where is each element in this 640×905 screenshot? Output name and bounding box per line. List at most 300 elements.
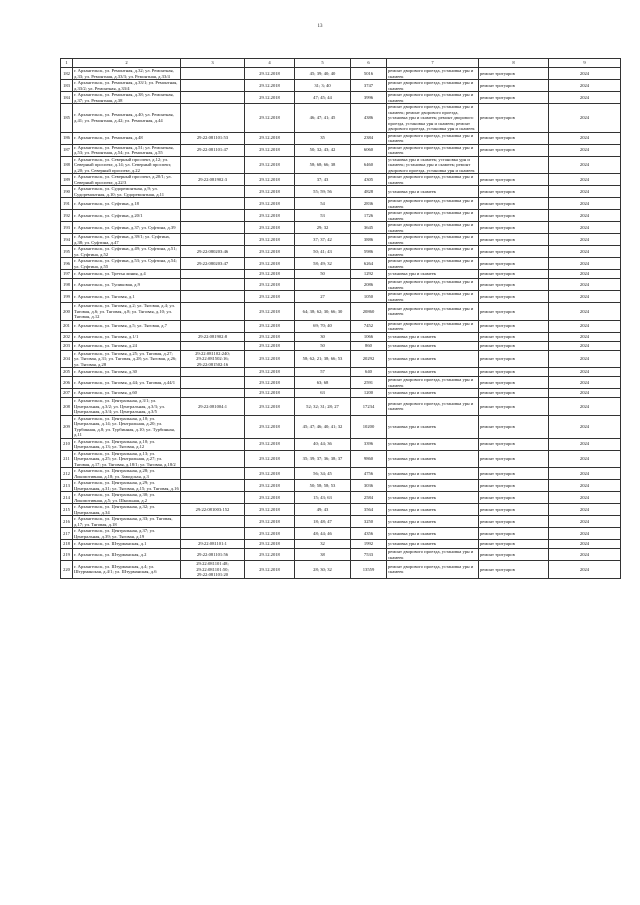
- date-cell: 29.12.2018: [245, 549, 295, 561]
- works-cell: установка урн и скамеек: [387, 480, 479, 492]
- works-cell: установка урн и скамеек; установка урн и скамеек; установка урн и скамеек; ремонт дворового проезда, установка урн и скамеек: [387, 156, 479, 174]
- wear-cell: 63: [295, 389, 351, 398]
- area-cell: 5986: [351, 246, 387, 258]
- cadastral-cell: [181, 198, 245, 210]
- year-cell: 2024: [549, 468, 621, 480]
- address-cell: г. Архангельск, ул. Штурманская, д.4; ул. Штурманская, д.4/1; ул. Штурманская, д.6: [73, 561, 181, 579]
- row-number: 213: [61, 480, 73, 492]
- address-cell: г. Архангельск, ул. Тяговая, д.24: [73, 341, 181, 350]
- row-number: 184: [61, 92, 73, 104]
- wear-cell: 58; 68; 66; 38: [295, 156, 351, 174]
- year-cell: 2024: [549, 492, 621, 504]
- row-number: 183: [61, 80, 73, 92]
- year-cell: 2024: [549, 389, 621, 398]
- wear-cell: 56; 34; 45: [295, 468, 351, 480]
- year-cell: 2024: [549, 68, 621, 80]
- address-cell: г. Архангельск, ул. Тяговая, д.5; ул. Тяговая, д.7: [73, 320, 181, 332]
- table-row: [61, 492, 621, 504]
- year-cell: 2024: [549, 549, 621, 561]
- address-cell: г. Архангельск, ул. Тяговая, д.1: [73, 291, 181, 303]
- date-cell: 29.12.2018: [245, 186, 295, 198]
- year-cell: 2024: [549, 516, 621, 528]
- works-cell: ремонт дворового проезда, установка урн и скамеек: [387, 279, 479, 291]
- wear-cell: 50: [295, 270, 351, 279]
- row-number: 185: [61, 104, 73, 133]
- cadastral-cell: [181, 222, 245, 234]
- row-number: 217: [61, 528, 73, 540]
- works-cell: ремонт дворового проезда, установка урн и скамеек: [387, 92, 479, 104]
- works-cell: установка урн и скамеек: [387, 516, 479, 528]
- wear-cell: 45; 39; 40; 40: [295, 68, 351, 80]
- cadastral-cell: [181, 156, 245, 174]
- year-cell: 2024: [549, 198, 621, 210]
- area-cell: 1200: [351, 389, 387, 398]
- date-cell: 29.12.2018: [245, 174, 295, 186]
- works-cell: ремонт дворового проезда, установка урн и скамеек: [387, 246, 479, 258]
- wear-cell: 27: [295, 291, 351, 303]
- year-cell: 2024: [549, 104, 621, 133]
- year-cell: 2024: [549, 528, 621, 540]
- wear-cell: 46; 47; 41; 45: [295, 104, 351, 133]
- year-cell: 2024: [549, 234, 621, 246]
- year-cell: 2024: [549, 332, 621, 341]
- works-cell: ремонт дворового проезда, установка урн и скамеек: [387, 174, 479, 186]
- kind-cell: ремонт тротуаров: [479, 80, 549, 92]
- wear-cell: 63; 68: [295, 377, 351, 389]
- date-cell: 29.12.2018: [245, 450, 295, 468]
- cadastral-cell: [181, 450, 245, 468]
- table-row: [61, 291, 621, 303]
- table-row: [61, 540, 621, 549]
- wear-cell: 58; 49; 32: [295, 258, 351, 270]
- year-cell: 2024: [549, 350, 621, 368]
- area-cell: 3250: [351, 516, 387, 528]
- works-cell: установка урн и скамеек: [387, 389, 479, 398]
- kind-cell: ремонт тротуаров: [479, 549, 549, 561]
- table-row: [61, 258, 621, 270]
- wear-cell: 31; 3; 40: [295, 80, 351, 92]
- address-cell: г. Архангельск, ул. Суфтина, д.20/1: [73, 210, 181, 222]
- table-row: [61, 156, 621, 174]
- area-cell: 1050: [351, 291, 387, 303]
- table-row: [61, 144, 621, 156]
- year-cell: 2024: [549, 480, 621, 492]
- works-cell: установка урн и скамеек: [387, 341, 479, 350]
- column-header: 8: [479, 59, 549, 68]
- area-cell: 4356: [351, 528, 387, 540]
- address-cell: г. Архангельск, ул. Ремонтная, д.51; ул. Ремонтная, д.53; ул. Ремонтная, д.54; ул. Ремонтная, д.55: [73, 144, 181, 156]
- table-row: [61, 341, 621, 350]
- works-cell: установка урн и скамеек: [387, 468, 479, 480]
- works-cell: ремонт дворового проезда, установка урн и скамеек: [387, 132, 479, 144]
- table-row: [61, 368, 621, 377]
- table-row: [61, 450, 621, 468]
- wear-cell: 48; 44; 46: [295, 528, 351, 540]
- wear-cell: 35: [295, 132, 351, 144]
- wear-cell: 50; 58; 58; 53: [295, 480, 351, 492]
- area-cell: 3564: [351, 504, 387, 516]
- row-number: 216: [61, 516, 73, 528]
- date-cell: 29.12.2018: [245, 528, 295, 540]
- table-row: [61, 438, 621, 450]
- row-number: 208: [61, 398, 73, 416]
- address-cell: г. Архангельск, ул. Тяговая, д.2; ул. Тяговая, д.4; ул. Тяговая, д.6; ул. Тяговая, д.8; ул. Тяговая, д.10; ул. Тяговая, д.12: [73, 303, 181, 321]
- year-cell: 2024: [549, 320, 621, 332]
- area-cell: 860: [351, 341, 387, 350]
- kind-cell: ремонт тротуаров: [479, 222, 549, 234]
- works-cell: ремонт дворового проезда, установка урн и скамеек: [387, 398, 479, 416]
- date-cell: 29.12.2018: [245, 415, 295, 438]
- works-cell: установка урн и скамеек: [387, 368, 479, 377]
- column-header: 3: [181, 59, 245, 68]
- row-number: 182: [61, 68, 73, 80]
- works-cell: ремонт дворового проезда, установка урн и скамеек: [387, 68, 479, 80]
- row-number: 205: [61, 368, 73, 377]
- row-number: 194: [61, 234, 73, 246]
- row-number: 191: [61, 198, 73, 210]
- table-row: [61, 332, 621, 341]
- area-cell: 2591: [351, 377, 387, 389]
- table-row: [61, 320, 621, 332]
- kind-cell: ремонт тротуаров: [479, 368, 549, 377]
- kind-cell: ремонт тротуаров: [479, 561, 549, 579]
- table-row: [61, 561, 621, 579]
- area-cell: 4756: [351, 468, 387, 480]
- kind-cell: ремонт тротуаров: [479, 186, 549, 198]
- year-cell: 2024: [549, 415, 621, 438]
- cadastral-cell: [181, 492, 245, 504]
- cadastral-cell: [181, 68, 245, 80]
- table-row: [61, 104, 621, 133]
- wear-cell: 64; 38; 62; 30; 66; 30: [295, 303, 351, 321]
- year-cell: 2024: [549, 156, 621, 174]
- wear-cell: 29; 32: [295, 222, 351, 234]
- date-cell: 29.12.2018: [245, 156, 295, 174]
- works-cell: установка урн и скамеек: [387, 438, 479, 450]
- year-cell: 2024: [549, 144, 621, 156]
- year-cell: 2024: [549, 561, 621, 579]
- year-cell: 2024: [549, 540, 621, 549]
- area-cell: 3645: [351, 222, 387, 234]
- year-cell: 2024: [549, 398, 621, 416]
- works-cell: ремонт дворового проезда, установка урн и скамеек: [387, 198, 479, 210]
- cadastral-cell: [181, 468, 245, 480]
- area-cell: 3396: [351, 438, 387, 450]
- year-cell: 2024: [549, 504, 621, 516]
- row-number: 209: [61, 415, 73, 438]
- area-cell: 3036: [351, 480, 387, 492]
- cadastral-cell: 29:22:081101:56: [181, 549, 245, 561]
- row-number: 198: [61, 279, 73, 291]
- works-cell: ремонт дворового проезда, установка урн и скамеек: [387, 303, 479, 321]
- wear-cell: 50; 41; 43: [295, 246, 351, 258]
- column-header: 6: [351, 59, 387, 68]
- area-cell: 4305: [351, 174, 387, 186]
- cadastral-cell: [181, 341, 245, 350]
- address-cell: г. Архангельск, ул. Центральная, д.10; ул. Центральная, д.13; ул. Тяговая, д.12: [73, 438, 181, 450]
- table-row: [61, 246, 621, 258]
- works-cell: ремонт дворового проезда, установка урн и скамеек: [387, 210, 479, 222]
- address-cell: г. Архангельск, ул. Тяговая, д.1/1: [73, 332, 181, 341]
- table-row: [61, 210, 621, 222]
- address-cell: г. Архангельск, ул. Центральная, д.32; ул. Центральная, д.34: [73, 504, 181, 516]
- cadastral-cell: [181, 234, 245, 246]
- kind-cell: ремонт тротуаров: [479, 468, 549, 480]
- cadastral-cell: 29:22:081902:8: [181, 332, 245, 341]
- row-number: 218: [61, 540, 73, 549]
- column-header: 5: [295, 59, 351, 68]
- area-cell: 6460: [351, 156, 387, 174]
- wear-cell: [295, 279, 351, 291]
- year-cell: 2024: [549, 368, 621, 377]
- date-cell: 29.12.2018: [245, 320, 295, 332]
- works-cell: ремонт дворового проезда, установка урн и скамеек: [387, 258, 479, 270]
- year-cell: 2024: [549, 246, 621, 258]
- kind-cell: ремонт тротуаров: [479, 377, 549, 389]
- table-row: [61, 389, 621, 398]
- works-cell: ремонт дворового проезда, установка урн и скамеек: [387, 291, 479, 303]
- date-cell: 29.12.2018: [245, 480, 295, 492]
- row-number: 190: [61, 186, 73, 198]
- address-cell: г. Архангельск, ул. Центральная, д.37; ул. Центральная, д.39; ул. Тяговая, д.19: [73, 528, 181, 540]
- kind-cell: ремонт тротуаров: [479, 303, 549, 321]
- works-cell: ремонт дворового проезда, установка урн и скамеек: [387, 320, 479, 332]
- row-number: 199: [61, 291, 73, 303]
- address-cell: г. Архангельск, ул. Центральная, д.10; ул. Центральная, д.14; ул. Центральная, д.20; ул. Турбинная, д.8; ул. Турбинная, д.10; ул. Турбинная, д.11: [73, 415, 181, 438]
- cadastral-cell: [181, 516, 245, 528]
- column-header: 7: [387, 59, 479, 68]
- area-cell: 13559: [351, 561, 387, 579]
- cadastral-cell: 29:22:081902:3: [181, 174, 245, 186]
- area-cell: 7452: [351, 320, 387, 332]
- table-row: [61, 350, 621, 368]
- area-cell: 2836: [351, 198, 387, 210]
- row-number: 215: [61, 504, 73, 516]
- column-header: 9: [549, 59, 621, 68]
- address-cell: г. Архангельск, ул. Тяговая, д.44; ул. Тяговая, д.44/1: [73, 377, 181, 389]
- cadastral-cell: [181, 186, 245, 198]
- area-cell: 2384: [351, 132, 387, 144]
- date-cell: 29.12.2018: [245, 92, 295, 104]
- row-number: 204: [61, 350, 73, 368]
- cadastral-cell: [181, 270, 245, 279]
- table-row: [61, 480, 621, 492]
- kind-cell: ремонт тротуаров: [479, 279, 549, 291]
- date-cell: 29.12.2018: [245, 132, 295, 144]
- works-cell: установка урн и скамеек: [387, 270, 479, 279]
- cadastral-cell: [181, 528, 245, 540]
- area-cell: 4828: [351, 186, 387, 198]
- kind-cell: ремонт тротуаров: [479, 415, 549, 438]
- area-cell: 1292: [351, 270, 387, 279]
- wear-cell: 50; 32; 43; 42: [295, 144, 351, 156]
- works-cell: ремонт дворового проезда, установка урн и скамеек: [387, 144, 479, 156]
- date-cell: 29.12.2018: [245, 504, 295, 516]
- works-cell: установка урн и скамеек: [387, 415, 479, 438]
- wear-cell: 30: [295, 332, 351, 341]
- address-cell: г. Архангельск, ул. Суфтина, д.37; ул. Суфтина, д.39: [73, 222, 181, 234]
- address-cell: г. Архангельск, ул. Северный проспект, д.20/1; ул. Северный проспект, д.22/3: [73, 174, 181, 186]
- cadastral-cell: [181, 279, 245, 291]
- area-cell: 17234: [351, 398, 387, 416]
- wear-cell: 55; 59; 56: [295, 186, 351, 198]
- table-row: [61, 222, 621, 234]
- table-row: [61, 92, 621, 104]
- wear-cell: 32: [295, 540, 351, 549]
- works-cell: установка урн и скамеек: [387, 332, 479, 341]
- cadastral-cell: 29:22:081102:240; 29:22:081502:16; 29:22:081502:16: [181, 350, 245, 368]
- year-cell: 2024: [549, 377, 621, 389]
- address-cell: г. Архангельск, ул. Центральная, д.28; ул. Локомотивная, д.18; ул. Заводская, д.3: [73, 468, 181, 480]
- area-cell: 7533: [351, 549, 387, 561]
- kind-cell: ремонт тротуаров: [479, 234, 549, 246]
- area-cell: 10200: [351, 415, 387, 438]
- cadastral-cell: [181, 303, 245, 321]
- table-row: [61, 398, 621, 416]
- date-cell: 29.12.2018: [245, 270, 295, 279]
- table-row: [61, 80, 621, 92]
- address-cell: г. Архангельск, ул. Штурманская, д.1: [73, 540, 181, 549]
- cadastral-cell: 29:22:080203:46: [181, 246, 245, 258]
- table-row: [61, 198, 621, 210]
- area-cell: 20292: [351, 350, 387, 368]
- page-number: 13: [317, 24, 323, 29]
- works-cell: установка урн и скамеек: [387, 186, 479, 198]
- kind-cell: ремонт тротуаров: [479, 528, 549, 540]
- cadastral-cell: 29:22:081101:48; 29:22:081101:50; 29:22:081101:20: [181, 561, 245, 579]
- wear-cell: 28; 30; 32: [295, 561, 351, 579]
- date-cell: 29.12.2018: [245, 350, 295, 368]
- year-cell: 2024: [549, 132, 621, 144]
- date-cell: 29.12.2018: [245, 198, 295, 210]
- wear-cell: 38: [295, 549, 351, 561]
- row-number: 186: [61, 132, 73, 144]
- kind-cell: ремонт тротуаров: [479, 332, 549, 341]
- address-cell: г. Архангельск, ул. Ремонтная, д.40; ул. Ремонтная, д.41; ул. Ремонтная, д.42; ул. Ремонтная, д.44: [73, 104, 181, 133]
- wear-cell: 40; 44; 36: [295, 438, 351, 450]
- row-number: 188: [61, 156, 73, 174]
- cadastral-cell: 29:22:081003:152: [181, 504, 245, 516]
- year-cell: 2024: [549, 279, 621, 291]
- kind-cell: ремонт тротуаров: [479, 270, 549, 279]
- works-cell: ремонт дворового проезда, установка урн и скамеек: [387, 80, 479, 92]
- address-cell: г. Архангельск, ул. Судоремонтная, д.9; ул. Судоремонтная, д.10; ул. Судоремонтная, д.11: [73, 186, 181, 198]
- date-cell: 29.12.2018: [245, 368, 295, 377]
- date-cell: 29.12.2018: [245, 540, 295, 549]
- table-row: [61, 174, 621, 186]
- kind-cell: ремонт тротуаров: [479, 320, 549, 332]
- kind-cell: ремонт тротуаров: [479, 104, 549, 133]
- wear-cell: 49; 43: [295, 504, 351, 516]
- year-cell: 2024: [549, 80, 621, 92]
- column-header: 1: [61, 59, 73, 68]
- area-cell: 640: [351, 368, 387, 377]
- area-cell: 9860: [351, 450, 387, 468]
- column-header: 2: [73, 59, 181, 68]
- area-cell: 1066: [351, 332, 387, 341]
- cadastral-cell: [181, 438, 245, 450]
- date-cell: 29.12.2018: [245, 258, 295, 270]
- kind-cell: ремонт тротуаров: [479, 516, 549, 528]
- kind-cell: ремонт тротуаров: [479, 92, 549, 104]
- date-cell: 29.12.2018: [245, 438, 295, 450]
- date-cell: 29.12.2018: [245, 468, 295, 480]
- year-cell: 2024: [549, 450, 621, 468]
- date-cell: 29.12.2018: [245, 516, 295, 528]
- area-cell: 3996: [351, 92, 387, 104]
- year-cell: 2024: [549, 174, 621, 186]
- wear-cell: 57: [295, 368, 351, 377]
- address-cell: г. Архангельск, ул. Суфтина, д.53; ул. Суфтина, д.54; ул. Суфтина, д.55: [73, 258, 181, 270]
- area-cell: 3747: [351, 80, 387, 92]
- kind-cell: ремонт тротуаров: [479, 68, 549, 80]
- table-row: [61, 303, 621, 321]
- cadastral-cell: 29:22:080203:47: [181, 258, 245, 270]
- kind-cell: ремонт тротуаров: [479, 198, 549, 210]
- cadastral-cell: [181, 480, 245, 492]
- date-cell: 29.12.2018: [245, 234, 295, 246]
- kind-cell: [479, 156, 549, 174]
- table-row: [61, 528, 621, 540]
- cadastral-cell: [181, 104, 245, 133]
- row-number: 210: [61, 438, 73, 450]
- address-cell: г. Архангельск, ул. Тяговая, д.60: [73, 389, 181, 398]
- cadastral-cell: [181, 415, 245, 438]
- works-cell: установка урн и скамеек: [387, 504, 479, 516]
- date-cell: 29.12.2018: [245, 222, 295, 234]
- address-cell: г. Архангельск, ул. Центральная, д.3/1; ул. Центральная, д.3/2; ул. Центральная, д.3/3; ул. Центральная, д.3/4; ул. Центральная, д.3/5: [73, 398, 181, 416]
- row-number: 219: [61, 549, 73, 561]
- wear-cell: 54: [295, 198, 351, 210]
- row-number: 212: [61, 468, 73, 480]
- cadastral-cell: 29:22:081101:47: [181, 144, 245, 156]
- address-cell: г. Архангельск, ул. Ремонтная, д.38; ул. Ремонтная, д.37; ул. Ремонтная, д.38: [73, 92, 181, 104]
- address-cell: г. Архангельск, ул. Центральная, д.13; ул. Центральная, д.25; ул. Центральная, д.27; ул. Тяговая, д.17; ул. Тяговая, д.18/1; ул. Тяговая, д.18/2: [73, 450, 181, 468]
- kind-cell: ремонт тротуаров: [479, 291, 549, 303]
- cadastral-cell: [181, 377, 245, 389]
- date-cell: 29.12.2018: [245, 398, 295, 416]
- kind-cell: ремонт тротуаров: [479, 174, 549, 186]
- area-cell: 1726: [351, 210, 387, 222]
- works-cell: установка урн и скамеек: [387, 350, 479, 368]
- date-cell: 29.12.2018: [245, 68, 295, 80]
- date-cell: 29.12.2018: [245, 210, 295, 222]
- wear-cell: 18; 48; 47: [295, 516, 351, 528]
- date-cell: 29.12.2018: [245, 80, 295, 92]
- works-cell: установка урн и скамеек: [387, 450, 479, 468]
- kind-cell: ремонт тротуаров: [479, 258, 549, 270]
- row-number: 206: [61, 377, 73, 389]
- row-number: 197: [61, 270, 73, 279]
- date-cell: 29.12.2018: [245, 377, 295, 389]
- wear-cell: 58; 62; 21; 38; 66; 53: [295, 350, 351, 368]
- area-cell: 1992: [351, 540, 387, 549]
- area-cell: 5016: [351, 68, 387, 80]
- year-cell: 2024: [549, 222, 621, 234]
- kind-cell: ремонт тротуаров: [479, 389, 549, 398]
- cadastral-cell: 29:22:081101:1: [181, 540, 245, 549]
- row-number: 195: [61, 246, 73, 258]
- works-cell: ремонт дворового проезда, установка урн и скамеек: [387, 234, 479, 246]
- cadastral-cell: [181, 320, 245, 332]
- year-cell: 2024: [549, 438, 621, 450]
- address-cell: г. Архангельск, ул. Центральная, д.29; ул. Центральная, д.31; ул. Тяговая, д.15; ул. Тяговая, д.16: [74, 480, 179, 491]
- works-cell: ремонт дворового проезда, установка урн и скамеек; ремонт дворового проезда, установка урн и скамеек; ремонт дворового проезда, установка урн и скамеек; ремонт дворового проезда, установка урн и скамеек: [387, 104, 479, 133]
- kind-cell: ремонт тротуаров: [479, 132, 549, 144]
- table-row: [61, 279, 621, 291]
- wear-cell: 35; 39; 37; 36; 38; 37: [295, 450, 351, 468]
- works-cell: ремонт дворового проезда, установка урн и скамеек: [387, 377, 479, 389]
